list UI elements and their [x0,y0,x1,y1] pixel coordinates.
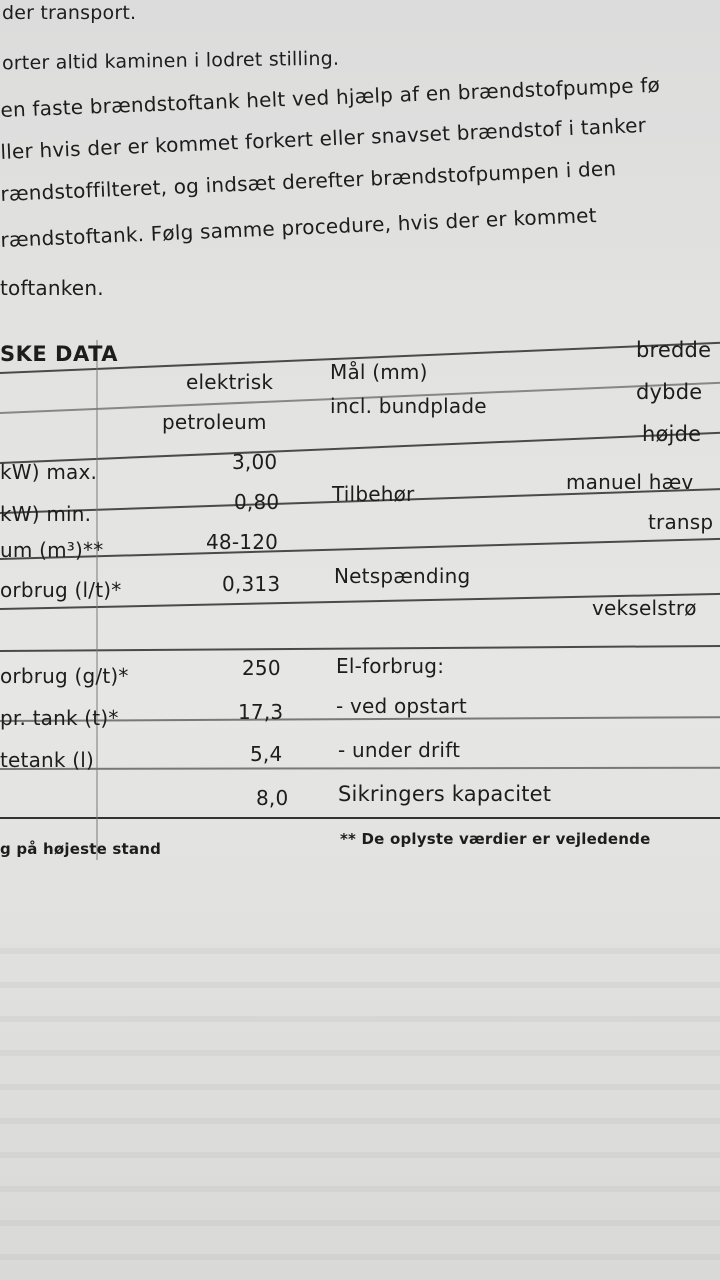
paragraph-line-6: rændstoftank. Følg samme procedure, hvis der er kommet [0,203,598,252]
section-title: SKE DATA [0,342,119,366]
table-rule-7 [0,645,720,652]
row-value-sikringer: 8,0 [256,786,289,810]
bleed-through-texture [0,920,720,1280]
paragraph-line-2: orter altid kaminen i lodret stilling. [1,47,340,75]
footnote-right: ** De oplyste værdier er vejledende [340,830,651,848]
row-value-forbrug-gt: 250 [242,656,281,680]
row-label-tank: tetank (l) [0,748,95,772]
row-mid-tilbehor: Tilbehør [332,482,415,506]
row-label-forbrug-lt: orbrug (l/t)* [0,578,122,602]
row-label-forbrug-gt: orbrug (g/t)* [0,664,129,688]
row-label-pr-tank: pr. tank (t)* [0,706,119,730]
row-value-tank: 5,4 [250,742,283,766]
header-maal: Mål (mm) [330,360,428,384]
table-rule-3 [0,431,720,464]
table-rule-9 [0,767,720,770]
row-right-manuel: manuel hæv [566,470,694,494]
row-value-forbrug-lt: 0,313 [222,572,281,596]
paragraph-line-3: en faste brændstoftank helt ved hjælp af en brændstofpumpe fø [0,72,661,122]
row-mid-sikringer: Sikringers kapacitet [338,782,552,806]
header-elektrisk: elektrisk [186,370,274,394]
footnote-left: g på højeste stand [0,840,162,858]
row-mid-netspaending: Netspænding [334,564,471,588]
row-mid-under-drift: - under drift [338,738,461,762]
row-label-min: kW) min. [0,502,92,526]
header-hojde: højde [642,422,702,446]
paragraph-line-4: ller hvis der er kommet forkert eller snavset brændstof i tanker [0,112,647,164]
row-label-max: kW) max. [0,460,98,484]
header-petroleum: petroleum [162,410,267,434]
row-value-volume: 48-120 [206,530,279,554]
header-dybde: dybde [636,380,703,404]
row-mid-ved-opstart: - ved opstart [336,694,467,718]
table-bottom-rule [0,817,720,819]
paragraph-line-5: rændstoffilteret, og indsæt derefter brændstofpumpen i den [0,156,617,206]
paragraph-line-1: der transport. [2,2,137,24]
header-bundplade: incl. bundplade [330,394,487,418]
row-right-transp: transp [648,510,714,534]
row-label-volume: um (m³)** [0,538,104,562]
paragraph-line-7: toftanken. [0,276,104,300]
row-mid-elforbrug: El-forbrug: [336,654,445,678]
row-value-max: 3,00 [232,450,278,474]
row-value-pr-tank: 17,3 [238,700,284,724]
header-bredde: bredde [636,338,712,362]
row-value-min: 0,80 [234,490,280,514]
row-right-vekselstrom: vekselstrø [592,596,697,620]
table-rule-5 [0,537,720,560]
